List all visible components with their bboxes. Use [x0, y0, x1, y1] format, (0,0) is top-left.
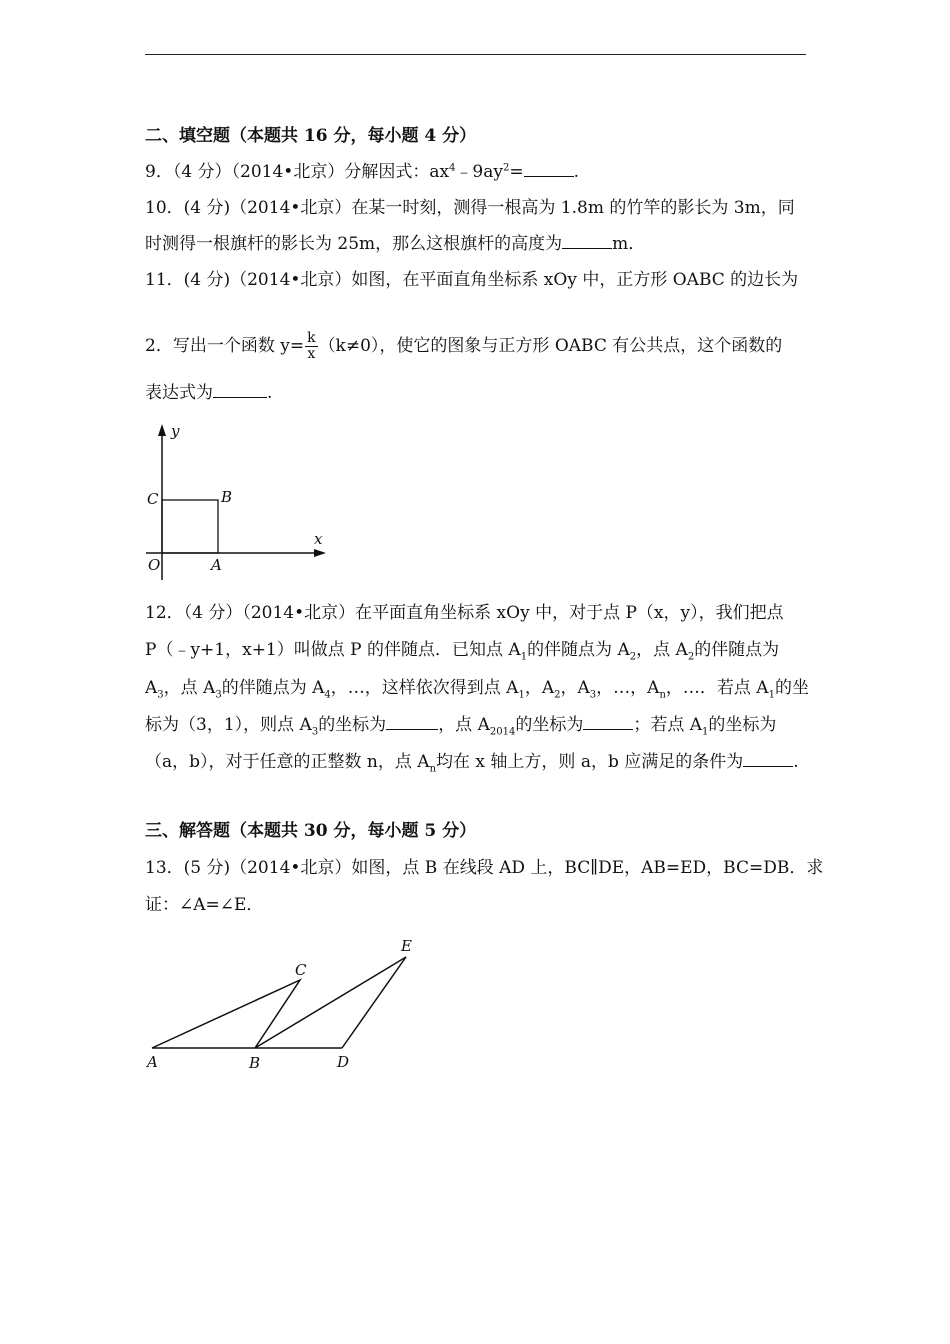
q12-subscript: 1 — [518, 689, 525, 701]
q12-subscript: 4 — [324, 689, 331, 701]
answer-blank[interactable] — [743, 751, 793, 767]
q12-text: 的坐 — [774, 678, 809, 698]
q12-text: 的坐标为 — [318, 715, 387, 735]
question-13-line-1: 13．(5 分)（2014•北京）如图，点 B 在线段 AD 上，BC∥DE，AB=ED，BC=DB．求 — [145, 858, 824, 878]
label-a: A — [147, 1053, 158, 1071]
q12-text: 的坐标为 — [515, 715, 584, 735]
section-heading-fill-in: 二、填空题（本题共 16 分，每小题 4 分） — [145, 126, 477, 146]
q12-text: ，A — [560, 678, 590, 698]
answer-blank[interactable] — [583, 714, 633, 730]
q12-text: 标为（3，1），则点 A — [145, 715, 312, 735]
question-12-line-2 — [145, 639, 779, 661]
q12-subscript: 1 — [702, 726, 709, 738]
q12-text: 的伴随点为 — [694, 640, 780, 660]
fraction-denominator: x — [307, 346, 316, 362]
q11-text-3: 表达式为 — [145, 383, 213, 403]
q10-text: 时测得一根旗杆的影长为 25m，那么这根旗杆的高度为 — [145, 234, 563, 254]
answer-blank[interactable] — [524, 161, 574, 177]
question-12-line-1: 12．（4 分）（2014•北京）在平面直角坐标系 xOy 中，对于点 P（x，y），我们把点 — [145, 603, 784, 623]
q12-text: ，点 A — [636, 640, 688, 660]
q11-period: . — [267, 383, 273, 403]
q12-subscript: 1 — [768, 689, 775, 701]
question-11-line-1: 11．(4 分)（2014•北京）如图，在平面直角坐标系 xOy 中，正方形 OABC 的边长为 — [145, 270, 799, 290]
x-axis-arrow — [314, 549, 326, 557]
q12-subscript: 3 — [157, 689, 164, 701]
label-c: C — [295, 961, 307, 979]
q12-text: 的伴随点为 A — [221, 678, 325, 698]
label-c: C — [147, 490, 159, 508]
q12-subscript: 1 — [520, 651, 528, 663]
q12-text: 的坐标为 — [708, 715, 777, 735]
q11-text: 2．写出一个函数 y= — [145, 336, 305, 356]
q12-text: ；若点 A — [633, 715, 703, 735]
fraction-k-over-x — [305, 331, 317, 362]
q12-text: 均在 x 轴上方，则 a，b 应满足的条件为 — [436, 752, 744, 772]
q12-period: . — [793, 752, 799, 772]
q9-exponent-2: 2 — [503, 162, 510, 174]
question-10-line-1: 10．(4 分)（2014•北京）在某一时刻，测得一根高为 1.8m 的竹竿的影长为 3m，同 — [145, 198, 795, 218]
q12-text: P（﹣y+1，x+1）叫做点 P 的伴随点．已知点 A — [145, 640, 521, 660]
q9-period: . — [573, 162, 580, 182]
q12-subscript: n — [429, 763, 437, 775]
q12-subscript: 2 — [629, 651, 637, 663]
q12-text: 的伴随点为 A — [527, 640, 630, 660]
label-b: B — [249, 1054, 261, 1072]
triangle-abc — [152, 980, 300, 1048]
square-oabc — [162, 500, 218, 553]
q12-subscript: 3 — [311, 726, 319, 738]
header-rule — [145, 54, 806, 55]
question-12-line-5 — [145, 751, 799, 773]
question-11-line-2 — [145, 331, 782, 362]
q12-text: ，…．若点 A — [665, 678, 769, 698]
q9-text-2: ﹣9ay — [455, 162, 503, 182]
q9-text-3: = — [509, 162, 524, 182]
question-12-line-3 — [145, 677, 809, 699]
square-oabc-figure — [138, 420, 338, 585]
q12-subscript: 2014 — [489, 726, 516, 738]
q12-subscript: 3 — [215, 689, 222, 701]
answer-blank[interactable] — [213, 382, 267, 398]
question-11-line-3 — [145, 382, 272, 404]
q12-text: A — [145, 678, 158, 698]
triangles-abcde-figure — [138, 930, 428, 1075]
label-e: E — [401, 937, 412, 955]
question-9 — [145, 161, 579, 183]
label-a: A — [211, 556, 222, 574]
question-12-line-4 — [145, 714, 776, 736]
q12-subscript: 2 — [554, 689, 561, 701]
q12-text: ，A — [524, 678, 555, 698]
q12-text: （a，b），对于任意的正整数 n，点 A — [145, 752, 430, 772]
q12-subscript: 2 — [687, 651, 695, 663]
label-o: O — [148, 556, 161, 574]
fraction-numerator: k — [307, 330, 316, 346]
question-13-line-2: 证：∠A=∠E． — [145, 895, 264, 915]
triangle-bde — [255, 957, 406, 1048]
answer-blank[interactable] — [562, 233, 612, 249]
q12-text: ，…，A — [596, 678, 660, 698]
q12-text: ，…，这样依次得到点 A — [330, 678, 519, 698]
q9-exponent: 4 — [449, 162, 456, 174]
label-y: y — [171, 422, 180, 440]
label-x: x — [314, 530, 323, 548]
answer-blank[interactable] — [386, 714, 438, 730]
q12-text: ，点 A — [438, 715, 490, 735]
q10-unit: m． — [612, 234, 646, 254]
y-axis-arrow — [158, 424, 166, 436]
section-heading-solutions: 三、解答题（本题共 30 分，每小题 5 分） — [145, 821, 477, 841]
q12-subscript: 3 — [589, 689, 597, 701]
label-d: D — [337, 1053, 350, 1071]
q12-text: ，点 A — [163, 678, 216, 698]
q12-subscript: n — [659, 689, 666, 701]
question-10-line-2 — [145, 233, 645, 255]
label-b: B — [221, 488, 233, 506]
q11-text-2: （k≠0），使它的图象与正方形 OABC 有公共点，这个函数的 — [318, 336, 783, 356]
q9-text: 9．（4 分）（2014•北京）分解因式：ax — [145, 162, 450, 182]
